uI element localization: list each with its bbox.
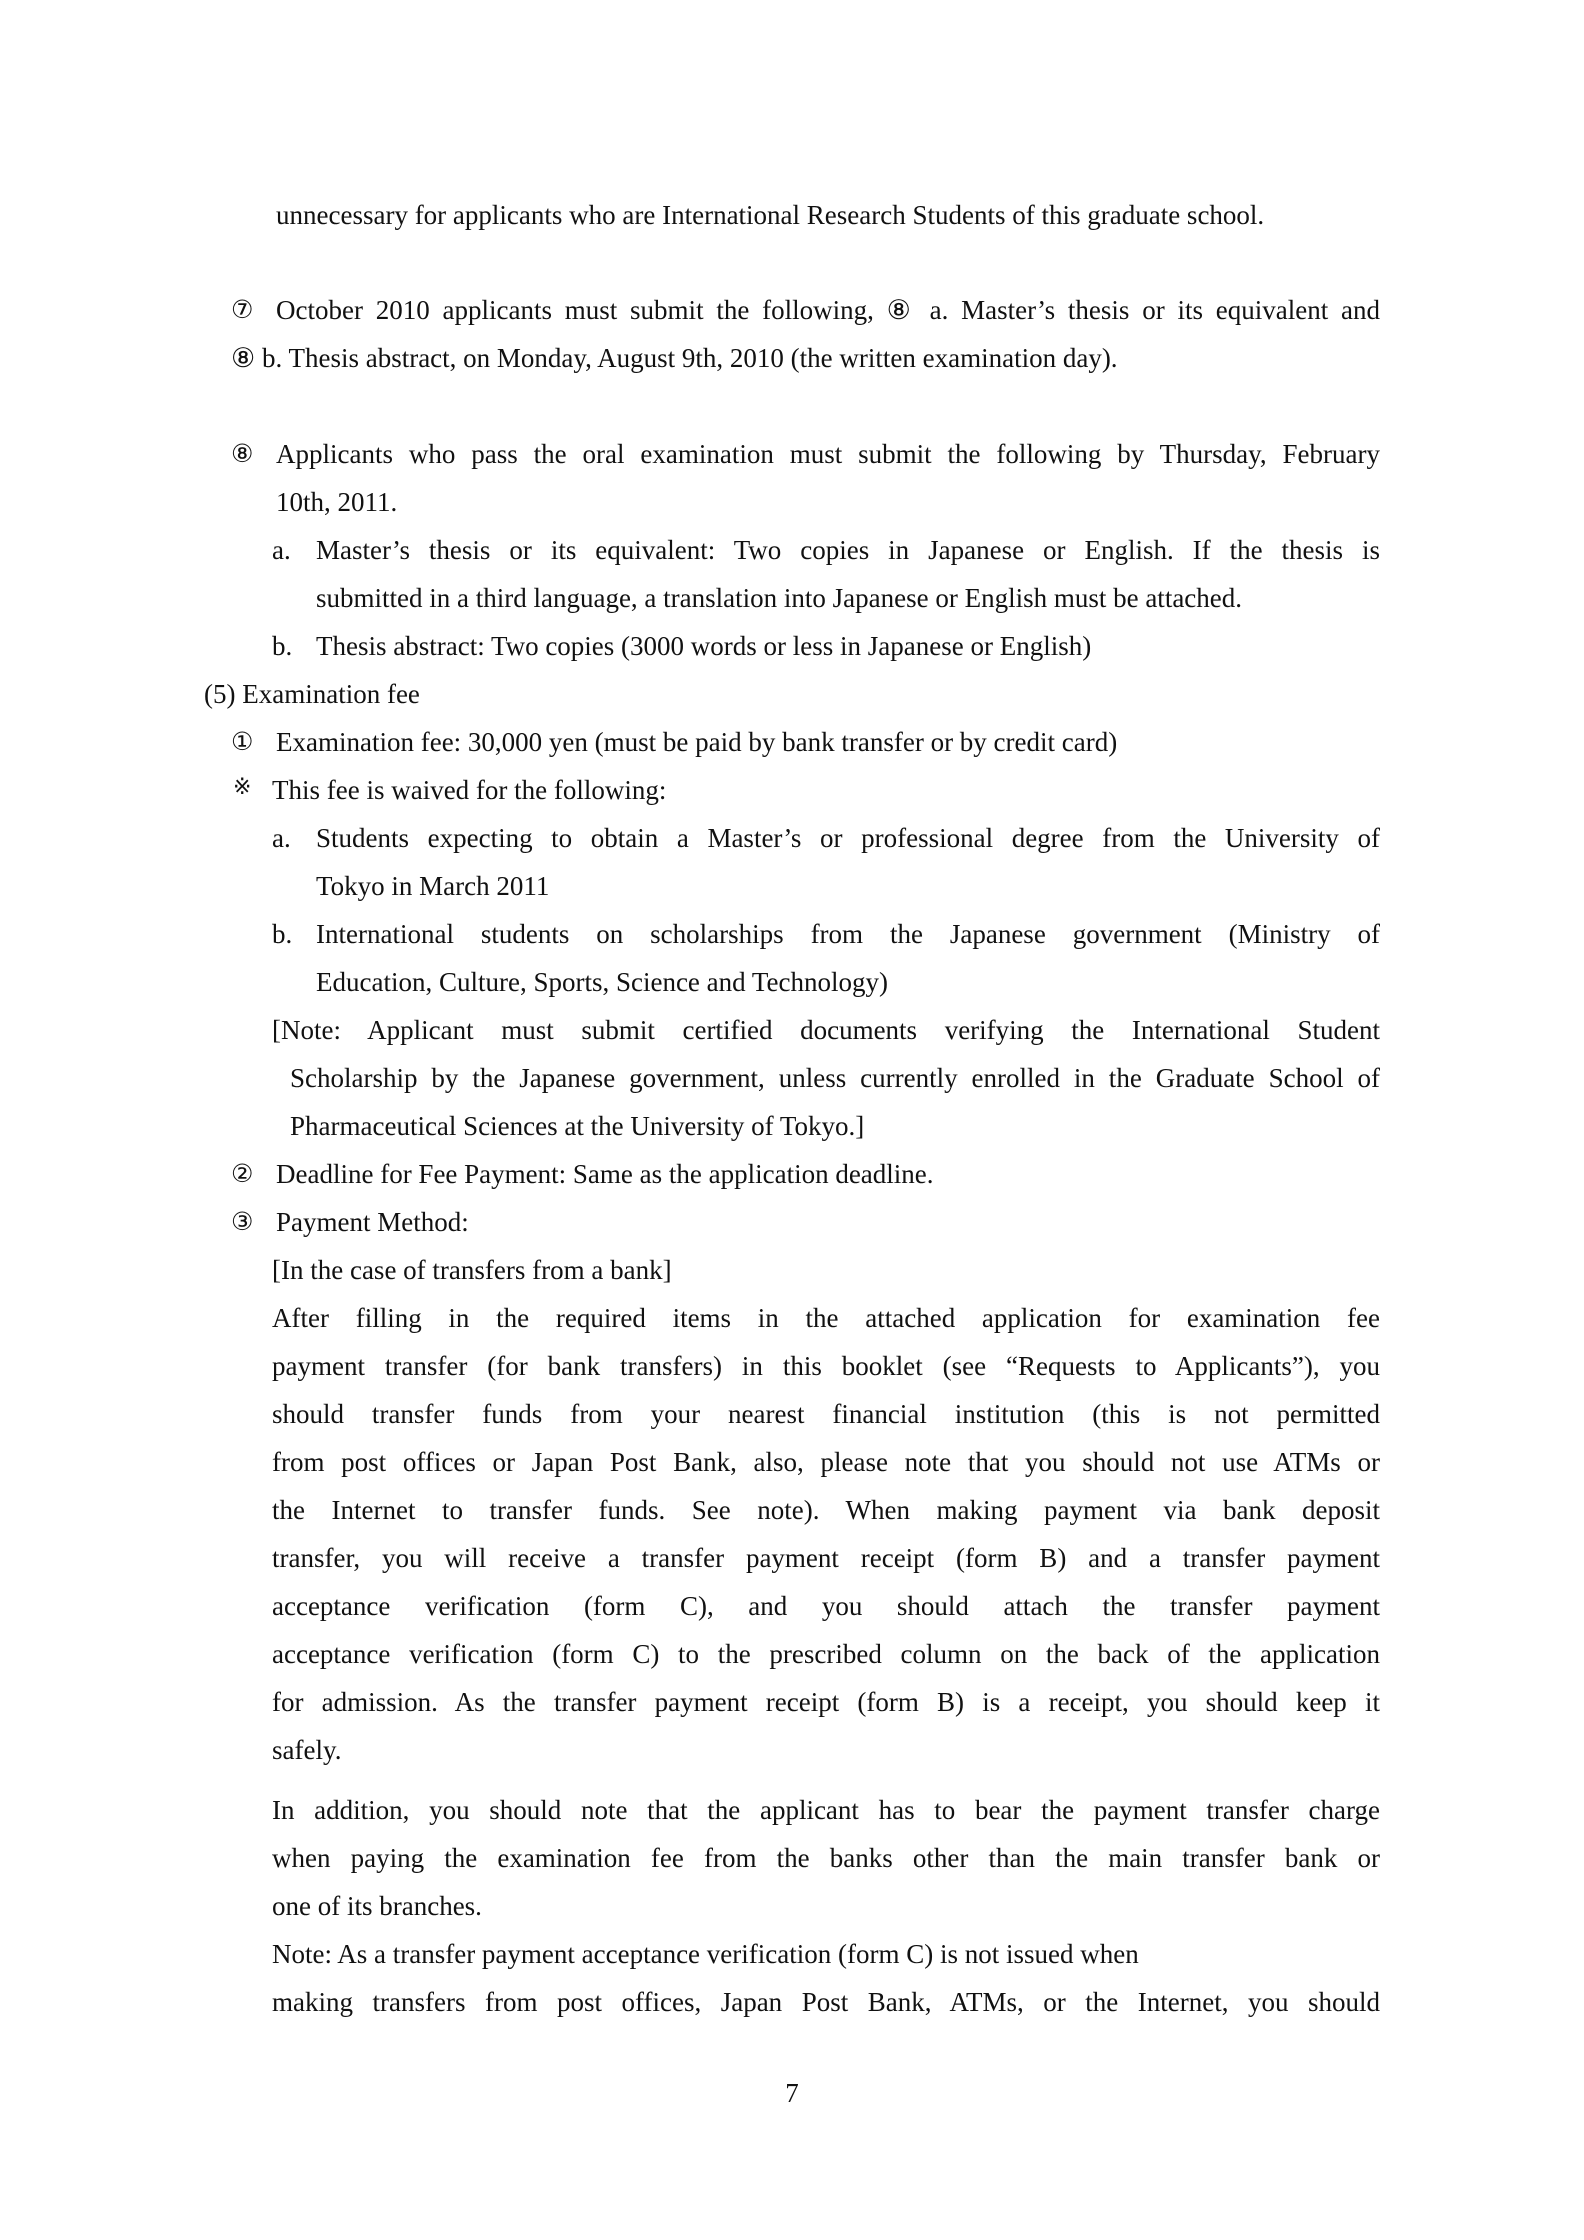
- text-line: Examination fee: 30,000 yen (must be paid by bank transfer or by credit card): [276, 727, 1118, 757]
- text-line: transfer, you will receive a transfer payment receipt (form B) and a transfer payment: [272, 1543, 1380, 1573]
- text-line: [Note: Applicant must submit certified documents verifying the International Student: [272, 1015, 1380, 1045]
- section-heading: (5) Examination fee: [204, 679, 420, 709]
- text-line: one of its branches.: [272, 1891, 482, 1921]
- text-line: Master’s thesis or its equivalent: Two copies in Japanese or English. If the thesis is: [316, 535, 1380, 565]
- text-line: Scholarship by the Japanese government, unless currently enrolled in the Graduate School of: [290, 1063, 1380, 1093]
- item-marker: b.: [272, 919, 293, 949]
- text-line: Deadline for Fee Payment: Same as the application deadline.: [276, 1159, 934, 1189]
- text-line: Tokyo in March 2011: [316, 871, 550, 901]
- text-line: Pharmaceutical Sciences at the University of Tokyo.]: [290, 1111, 865, 1141]
- text-line: Payment Method:: [276, 1207, 469, 1237]
- text-line: After filling in the required items in the attached application for examination fee: [272, 1303, 1380, 1333]
- note-marker: ※: [233, 775, 252, 800]
- text-line: the Internet to transfer funds. See note). When making payment via bank deposit: [272, 1495, 1380, 1525]
- text-line: for admission. As the transfer payment receipt (form B) is a receipt, you should keep it: [272, 1687, 1380, 1717]
- text-line: 10th, 2011.: [276, 487, 398, 517]
- item-marker: a.: [272, 535, 291, 565]
- text-line: should transfer funds from your nearest financial institution (this is not permitted: [272, 1399, 1380, 1429]
- text-line: Note: As a transfer payment acceptance verification (form C) is not issued when: [272, 1939, 1139, 1969]
- item-marker: ⑧: [231, 439, 254, 468]
- text-line: ⑧ b. Thesis abstract, on Monday, August 9th, 2010 (the written examination day).: [231, 343, 1118, 373]
- item-marker: a.: [272, 823, 291, 853]
- text-line: acceptance verification (form C) to the prescribed column on the back of the application: [272, 1639, 1380, 1669]
- text-line: submitted in a third language, a translation into Japanese or English must be attached.: [316, 583, 1243, 613]
- page-number: 7: [785, 2078, 799, 2108]
- item-marker: b.: [272, 631, 293, 661]
- text-line: This fee is waived for the following:: [272, 775, 667, 805]
- text-line: International students on scholarships from the Japanese government (Ministry of: [316, 919, 1380, 949]
- text-line: payment transfer (for bank transfers) in this booklet (see “Requests to Applicants”), you: [272, 1351, 1380, 1381]
- text-line: safely.: [272, 1735, 342, 1765]
- subheading: [In the case of transfers from a bank]: [272, 1255, 672, 1285]
- text-line: In addition, you should note that the applicant has to bear the payment transfer charge: [272, 1795, 1380, 1825]
- text-line: acceptance verification (form C), and you should attach the transfer payment: [272, 1591, 1380, 1621]
- item-marker: ③: [231, 1207, 254, 1236]
- item-marker: ①: [231, 727, 254, 756]
- text-line: making transfers from post offices, Japan Post Bank, ATMs, or the Internet, you should: [272, 1987, 1380, 2017]
- text-line: unnecessary for applicants who are International Research Students of this graduate school.: [276, 200, 1265, 230]
- item-marker: ⑦: [231, 295, 254, 324]
- text-line: from post offices or Japan Post Bank, also, please note that you should not use ATMs or: [272, 1447, 1380, 1477]
- item-marker: ②: [231, 1159, 254, 1188]
- text-line: October 2010 applicants must submit the following, ⑧ a. Master’s thesis or its equivalent and: [276, 295, 1380, 325]
- text-line: when paying the examination fee from the banks other than the main transfer bank or: [272, 1843, 1380, 1873]
- text-line: Students expecting to obtain a Master’s or professional degree from the University of: [316, 823, 1380, 853]
- text-line: Thesis abstract: Two copies (3000 words or less in Japanese or English): [316, 631, 1092, 661]
- text-line: Applicants who pass the oral examination must submit the following by Thursday, February: [276, 439, 1380, 469]
- text-line: Education, Culture, Sports, Science and Technology): [316, 967, 888, 997]
